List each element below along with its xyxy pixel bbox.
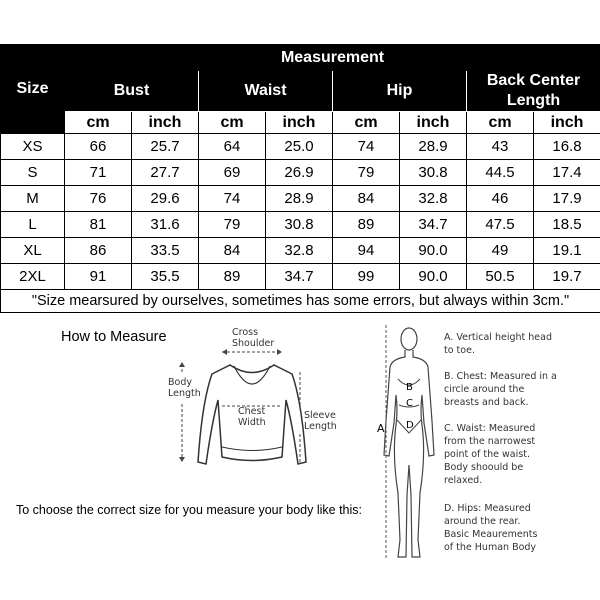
- unit-header: inch: [266, 112, 333, 134]
- measurement-cell: 79: [333, 160, 400, 186]
- measurement-cell: 34.7: [266, 264, 333, 290]
- measurement-cell: 74: [199, 186, 266, 212]
- choose-size-text: To choose the correct size for you measure your body like this:: [16, 503, 362, 517]
- sleeve-length-label-1: Sleeve: [304, 410, 336, 421]
- measurement-cell: 76: [65, 186, 132, 212]
- measurement-cell: 19.1: [534, 238, 600, 264]
- measurement-cell: 91: [65, 264, 132, 290]
- measurement-cell: 32.8: [266, 238, 333, 264]
- size-label: S: [1, 160, 65, 186]
- measurement-cell: 94: [333, 238, 400, 264]
- note-a: A. Vertical height head to toe.: [444, 332, 552, 356]
- measurement-cell: 33.5: [132, 238, 199, 264]
- size-chart-table: [0, 44, 600, 313]
- measurement-cell: 28.9: [400, 134, 467, 160]
- measurement-cell: 43: [467, 134, 534, 160]
- measurement-cell: 44.5: [467, 160, 534, 186]
- measurement-cell: 27.7: [132, 160, 199, 186]
- cross-shoulder-label-2: Shoulder: [232, 338, 275, 349]
- measurement-cell: 89: [333, 212, 400, 238]
- measurement-cell: 99: [333, 264, 400, 290]
- note-d: D. Hips: Measured around the rear. Basic Meaurements of the Human Body: [444, 503, 538, 553]
- unit-header: inch: [534, 112, 600, 134]
- body-length-label-1: Body: [168, 377, 192, 388]
- measurement-cell: 16.8: [534, 134, 600, 160]
- measurement-cell: 66: [65, 134, 132, 160]
- measurement-cell: 26.9: [266, 160, 333, 186]
- table-row: [1, 264, 600, 290]
- measurement-cell: 19.7: [534, 264, 600, 290]
- figure-head: [401, 328, 417, 350]
- table-row: [1, 160, 600, 186]
- unit-header: cm: [199, 112, 266, 134]
- measurement-cell: 90.0: [400, 238, 467, 264]
- measurement-cell: 29.6: [132, 186, 199, 212]
- shirt-hem: [222, 447, 282, 451]
- unit-header: cm: [65, 112, 132, 134]
- table-row: [1, 186, 600, 212]
- body-length-label-2: Length: [168, 388, 201, 399]
- unit-header: cm: [333, 112, 400, 134]
- chest-width-label-2: Width: [238, 417, 266, 428]
- measurement-cell: 89: [199, 264, 266, 290]
- table-row: [1, 134, 600, 160]
- size-note: "Size mearsured by ourselves, sometimes has some errors, but always within 3cm.": [1, 290, 600, 313]
- measurement-cell: 35.5: [132, 264, 199, 290]
- measurement-cell: 30.8: [266, 212, 333, 238]
- measurement-cell: 81: [65, 212, 132, 238]
- body-figure: [372, 325, 442, 575]
- cross-shoulder-label-1: Cross: [232, 327, 259, 338]
- measurement-cell: 31.6: [132, 212, 199, 238]
- marker-a: A: [377, 422, 385, 435]
- measurement-cell: 49: [467, 238, 534, 264]
- measurement-cell: 32.8: [400, 186, 467, 212]
- size-label: XS: [1, 134, 65, 160]
- note-b: B. Chest: Measured in a circle around the breasts and back.: [444, 371, 557, 408]
- measurement-cell: 71: [65, 160, 132, 186]
- unit-header: inch: [132, 112, 199, 134]
- table-row: [1, 238, 600, 264]
- chest-width-label-1: Chest: [238, 406, 266, 417]
- measurement-cell: 64: [199, 134, 266, 160]
- unit-header: inch: [400, 112, 467, 134]
- sleeve-length-label-2: Length: [304, 421, 337, 432]
- measurement-cell: 30.8: [400, 160, 467, 186]
- measurement-cell: 34.7: [400, 212, 467, 238]
- measurement-cell: 86: [65, 238, 132, 264]
- size-label: XL: [1, 238, 65, 264]
- marker-d: D: [406, 420, 414, 431]
- measurement-cell: 17.4: [534, 160, 600, 186]
- measurement-cell: 17.9: [534, 186, 600, 212]
- measurement-cell: 47.5: [467, 212, 534, 238]
- measurement-cell: 74: [333, 134, 400, 160]
- hip-header: Hip: [333, 71, 467, 112]
- waist-header: Waist: [199, 71, 333, 112]
- size-label: 2XL: [1, 264, 65, 290]
- size-label: M: [1, 186, 65, 212]
- measurement-cell: 25.0: [266, 134, 333, 160]
- bust-header: Bust: [65, 71, 199, 112]
- size-label: L: [1, 212, 65, 238]
- measurement-cell: 50.5: [467, 264, 534, 290]
- measurement-cell: 25.7: [132, 134, 199, 160]
- measurement-cell: 84: [333, 186, 400, 212]
- size-header: Size: [1, 45, 65, 134]
- back-center-length-header: Back Center Length: [467, 71, 600, 112]
- shirt-neckline: [234, 366, 270, 384]
- measurement-cell: 90.0: [400, 264, 467, 290]
- measurement-cell: 84: [199, 238, 266, 264]
- measurement-cell: 79: [199, 212, 266, 238]
- table-row: [1, 212, 600, 238]
- measurement-cell: 69: [199, 160, 266, 186]
- shirt-diagram: [160, 322, 350, 472]
- measurement-header: Measurement: [65, 45, 600, 71]
- note-c: C. Waist: Measured from the narrowest point of the waist. Body shoould be relaxed.: [444, 423, 536, 486]
- measurement-cell: 18.5: [534, 212, 600, 238]
- marker-c: C: [406, 398, 413, 409]
- unit-header: cm: [467, 112, 534, 134]
- size-rows: [1, 134, 600, 290]
- how-to-measure-title: How to Measure: [61, 329, 167, 345]
- marker-b: B: [406, 382, 413, 393]
- measurement-cell: 46: [467, 186, 534, 212]
- measurement-cell: 28.9: [266, 186, 333, 212]
